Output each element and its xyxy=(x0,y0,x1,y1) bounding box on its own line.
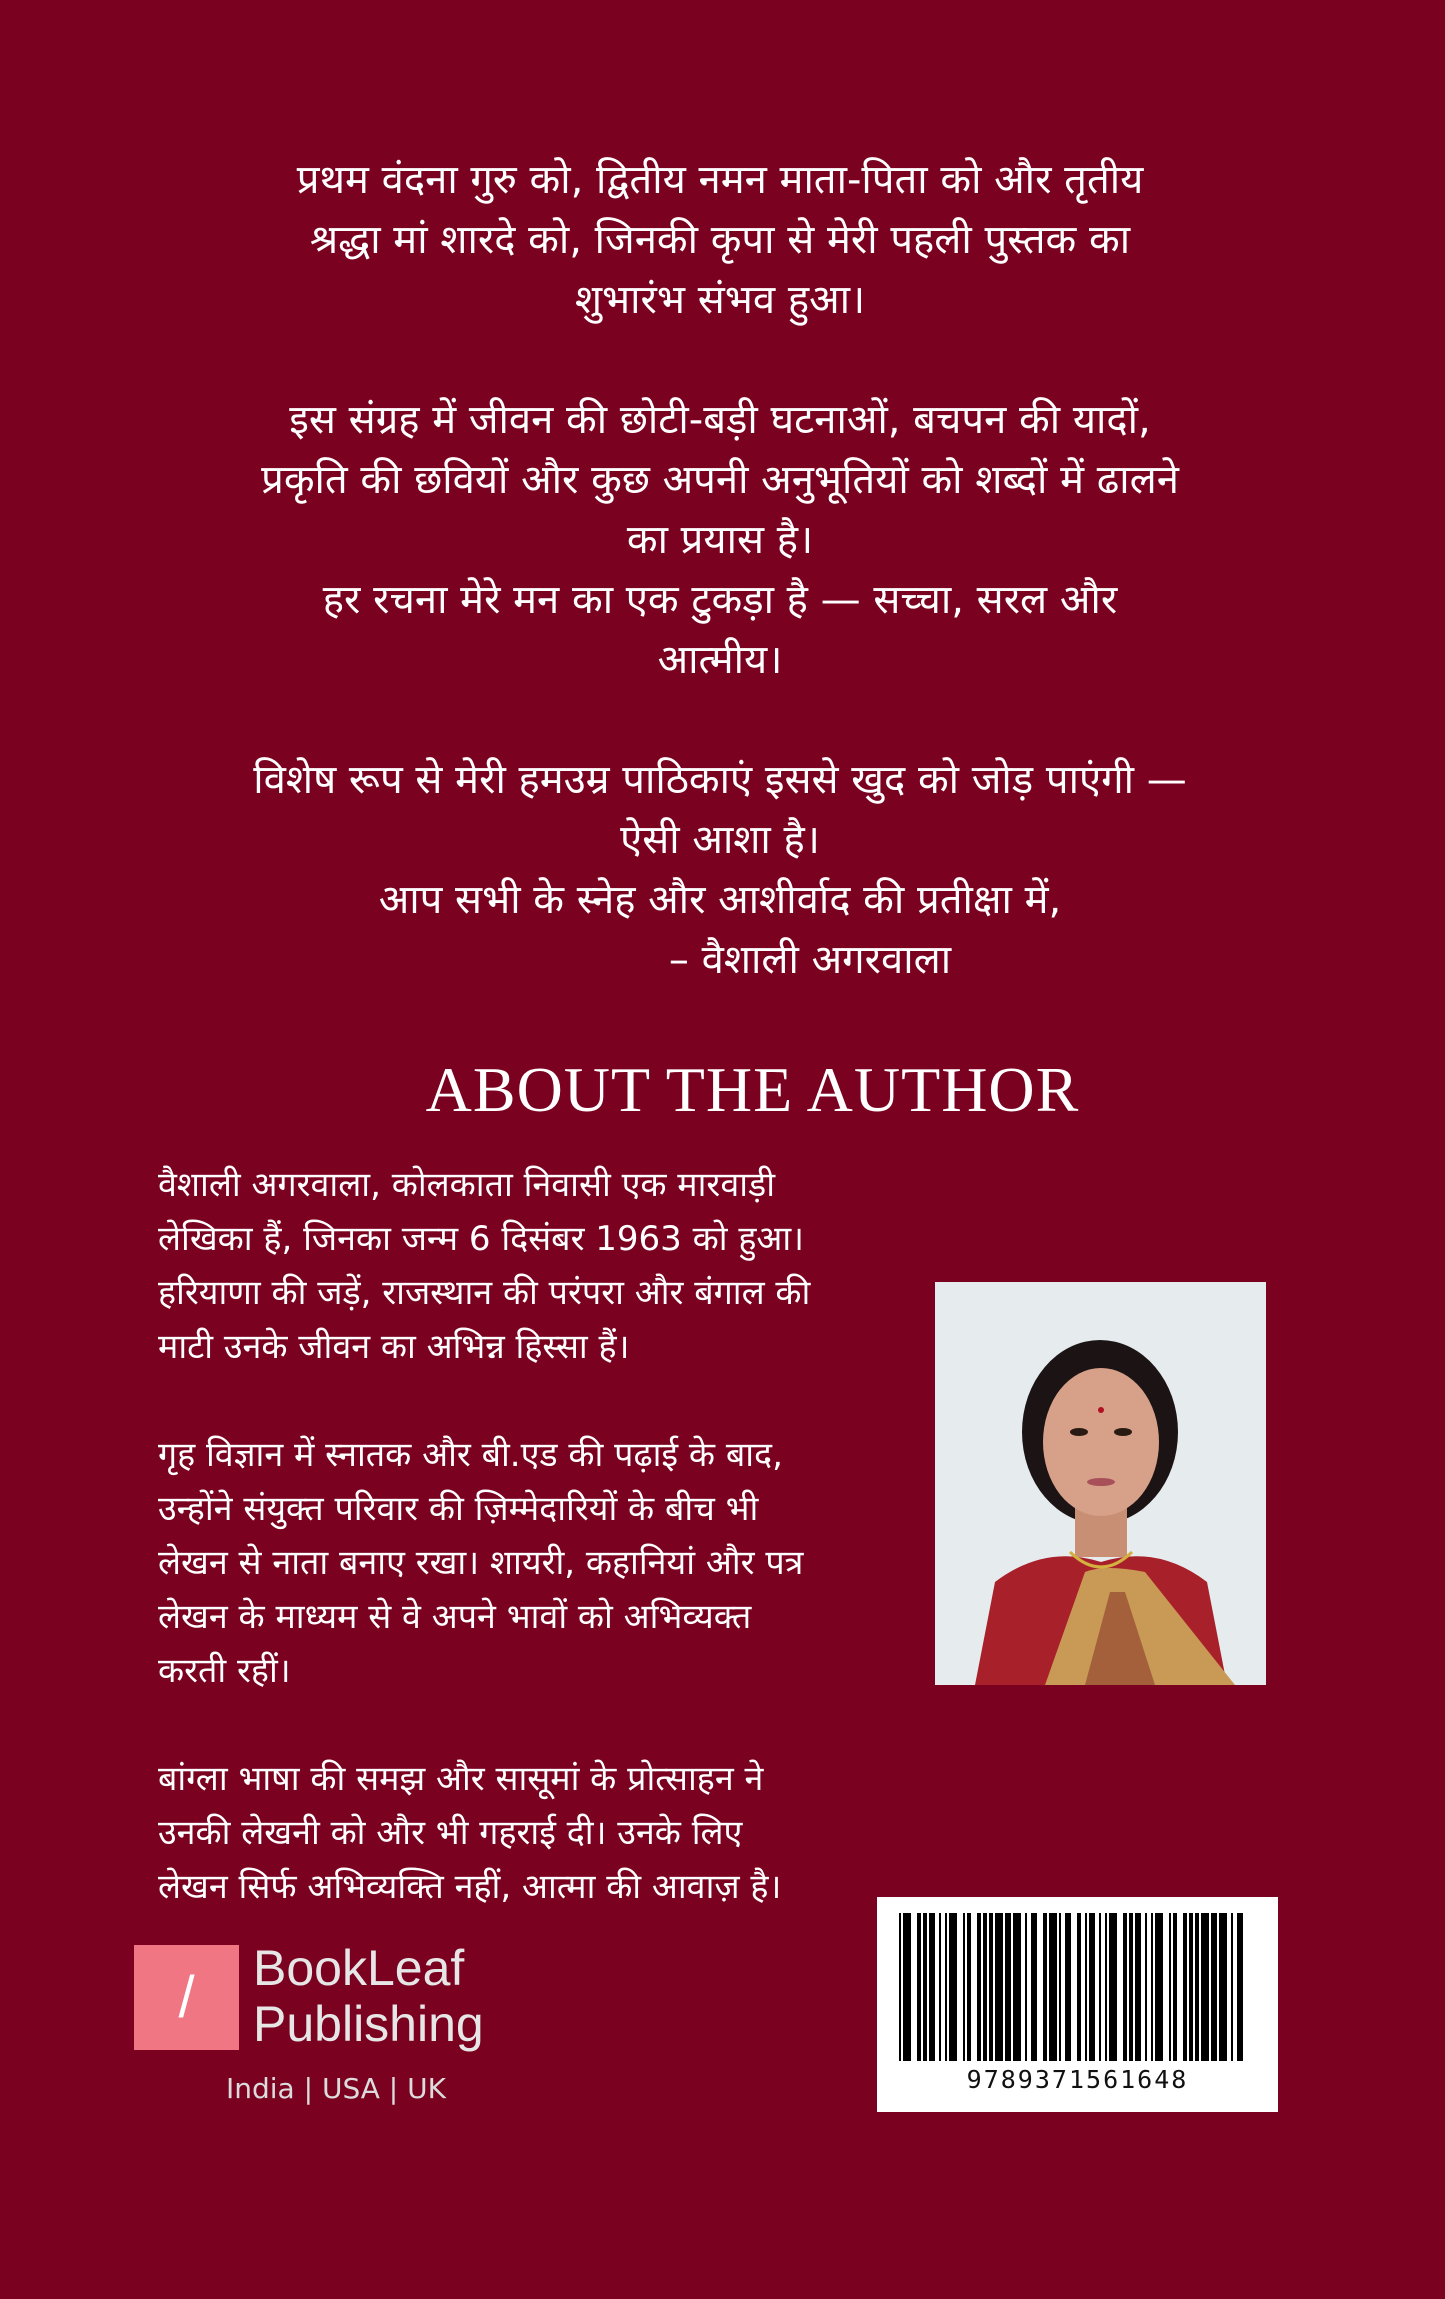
isbn-barcode xyxy=(877,1897,1278,2112)
barcode-bar xyxy=(1059,1913,1061,2061)
bio-line: माटी उनके जीवन का अभिन्न हिस्सा हैं। xyxy=(158,1327,630,1367)
blurb-line: विशेष रूप से मेरी हमउम्र पाठिकाएं इससे खुद को जोड़ पाएंगी — xyxy=(253,757,1187,803)
blurb-paragraph-3 xyxy=(150,750,1290,990)
blurb-signature: – वैशाली अगरवाला xyxy=(668,937,952,983)
blurb-paragraph-1 xyxy=(150,150,1290,330)
barcode-bar xyxy=(1189,1913,1193,2061)
author-bio xyxy=(158,1158,918,1968)
bio-line: उन्होंने संयुक्त परिवार की ज़िम्मेदारियों के बीच भी xyxy=(158,1489,759,1529)
isbn-number: 9789371561648 xyxy=(966,2065,1189,2094)
barcode-bar xyxy=(1183,1913,1187,2061)
barcode-bar xyxy=(977,1913,981,2061)
publisher-name-line2: Publishing xyxy=(253,1996,484,2052)
barcode-bar xyxy=(1089,1913,1095,2061)
barcode-bar xyxy=(1013,1913,1021,2061)
blurb-line: हर रचना मेरे मन का एक टुकड़ा है — सच्चा, सरल और xyxy=(322,577,1118,623)
barcode-bar xyxy=(1077,1913,1081,2061)
barcode-bar xyxy=(967,1913,971,2061)
barcode-bar xyxy=(1155,1913,1163,2061)
barcode-bar xyxy=(1151,1913,1153,2061)
bio-paragraph-2 xyxy=(158,1428,918,1698)
bio-line: लेखन से नाता बनाए रखा। शायरी, कहानियां और पत्र xyxy=(158,1543,804,1583)
bio-paragraph-3 xyxy=(158,1752,918,1914)
bio-line: उनकी लेखनी को और भी गहराई दी। उनके लिए xyxy=(158,1813,743,1853)
barcode-bar xyxy=(1049,1913,1057,2061)
barcode-bar xyxy=(1201,1913,1209,2061)
barcode-bar xyxy=(1169,1913,1171,2061)
barcode-bar xyxy=(1219,1913,1227,2061)
barcode-bar xyxy=(1195,1913,1199,2061)
bio-line: लेखन के माध्यम से वे अपने भावों को अभिव्यक्त xyxy=(158,1597,752,1637)
barcode-bar xyxy=(995,1913,1003,2061)
barcode-bar xyxy=(1211,1913,1217,2061)
barcode-bar xyxy=(1085,1913,1087,2061)
slash-icon: / xyxy=(178,1965,195,2030)
barcode-bar xyxy=(949,1913,957,2061)
bio-line: वैशाली अगरवाला, कोलकाता निवासी एक मारवाड़ी xyxy=(158,1165,776,1205)
publisher-name-line1: BookLeaf xyxy=(253,1940,465,1996)
about-author-heading: ABOUT THE AUTHOR xyxy=(425,1054,1080,1125)
barcode-bar xyxy=(1129,1913,1133,2061)
barcode-bar xyxy=(945,1913,947,2061)
barcode-bar xyxy=(1043,1913,1047,2061)
barcode-bar xyxy=(989,1913,993,2061)
bio-line: बांग्ला भाषा की समझ और सासूमां के प्रोत्साहन ने xyxy=(158,1759,764,1799)
barcode-bar xyxy=(917,1913,921,2061)
barcode-bar xyxy=(963,1913,965,2061)
blurb xyxy=(150,150,1290,1050)
blurb-line: इस संग्रह में जीवन की छोटी-बड़ी घटनाओं, बचपन की यादों, xyxy=(289,397,1151,443)
bio-line: गृह विज्ञान में स्नातक और बी.एड की पढ़ाई के बाद, xyxy=(158,1435,783,1475)
blurb-paragraph-2 xyxy=(150,390,1290,690)
blurb-line: शुभारंभ संभव हुआ। xyxy=(574,277,866,323)
barcode-bar xyxy=(903,1913,911,2061)
blurb-line: प्रथम वंदना गुरु को, द्वितीय नमन माता-पिता को और तृतीय xyxy=(296,157,1144,203)
bio-line: लेखन सिर्फ अभिव्यक्ति नहीं, आत्मा की आवाज़ है। xyxy=(158,1867,782,1907)
bio-line: लेखिका हैं, जिनका जन्म 6 दिसंबर 1963 को हुआ। xyxy=(158,1219,805,1259)
blurb-line: श्रद्धा मां शारदे को, जिनकी कृपा से मेरी पहली पुस्तक का xyxy=(309,217,1131,263)
barcode-bar xyxy=(1109,1913,1117,2061)
barcode-bar xyxy=(1135,1913,1141,2061)
blurb-line: ऐसी आशा है। xyxy=(620,817,820,863)
barcode-bar xyxy=(923,1913,927,2061)
barcode-bar xyxy=(1105,1913,1107,2061)
blurb-line: आत्मीय। xyxy=(657,637,783,683)
barcode-bar xyxy=(1237,1913,1243,2061)
barcode-bar xyxy=(899,1913,901,2061)
barcode-bar xyxy=(1145,1913,1147,2061)
publisher-regions: India | USA | UK xyxy=(226,2072,446,2105)
author-photo xyxy=(935,1282,1266,1685)
blurb-line: आप सभी के स्नेह और आशीर्वाद की प्रतीक्षा में, xyxy=(378,877,1062,923)
barcode-bar xyxy=(1173,1913,1177,2061)
barcode-bar xyxy=(929,1913,935,2061)
bio-line: करती रहीं। xyxy=(158,1651,291,1691)
blurb-line: का प्रयास है। xyxy=(626,517,814,563)
blurb-line: प्रकृति की छवियों और कुछ अपनी अनुभूतियों को शब्दों में ढालने xyxy=(261,457,1179,503)
bio-paragraph-1 xyxy=(158,1158,918,1374)
bio-line: हरियाणा की जड़ें, राजस्थान की परंपरा और बंगाल की xyxy=(158,1273,811,1313)
barcode-bar xyxy=(1025,1913,1027,2061)
barcode-bar xyxy=(1123,1913,1127,2061)
barcode-icon xyxy=(899,1913,1256,2061)
barcode-bar xyxy=(983,1913,987,2061)
bookleaf-logo-mark xyxy=(134,1945,239,2050)
barcode-bar xyxy=(1065,1913,1071,2061)
barcode-bar xyxy=(1005,1913,1011,2061)
publisher-name xyxy=(253,1940,484,2052)
barcode-bar xyxy=(1031,1913,1037,2061)
barcode-bar xyxy=(939,1913,941,2061)
barcode-bar xyxy=(1099,1913,1101,2061)
barcode-bar xyxy=(1231,1913,1233,2061)
